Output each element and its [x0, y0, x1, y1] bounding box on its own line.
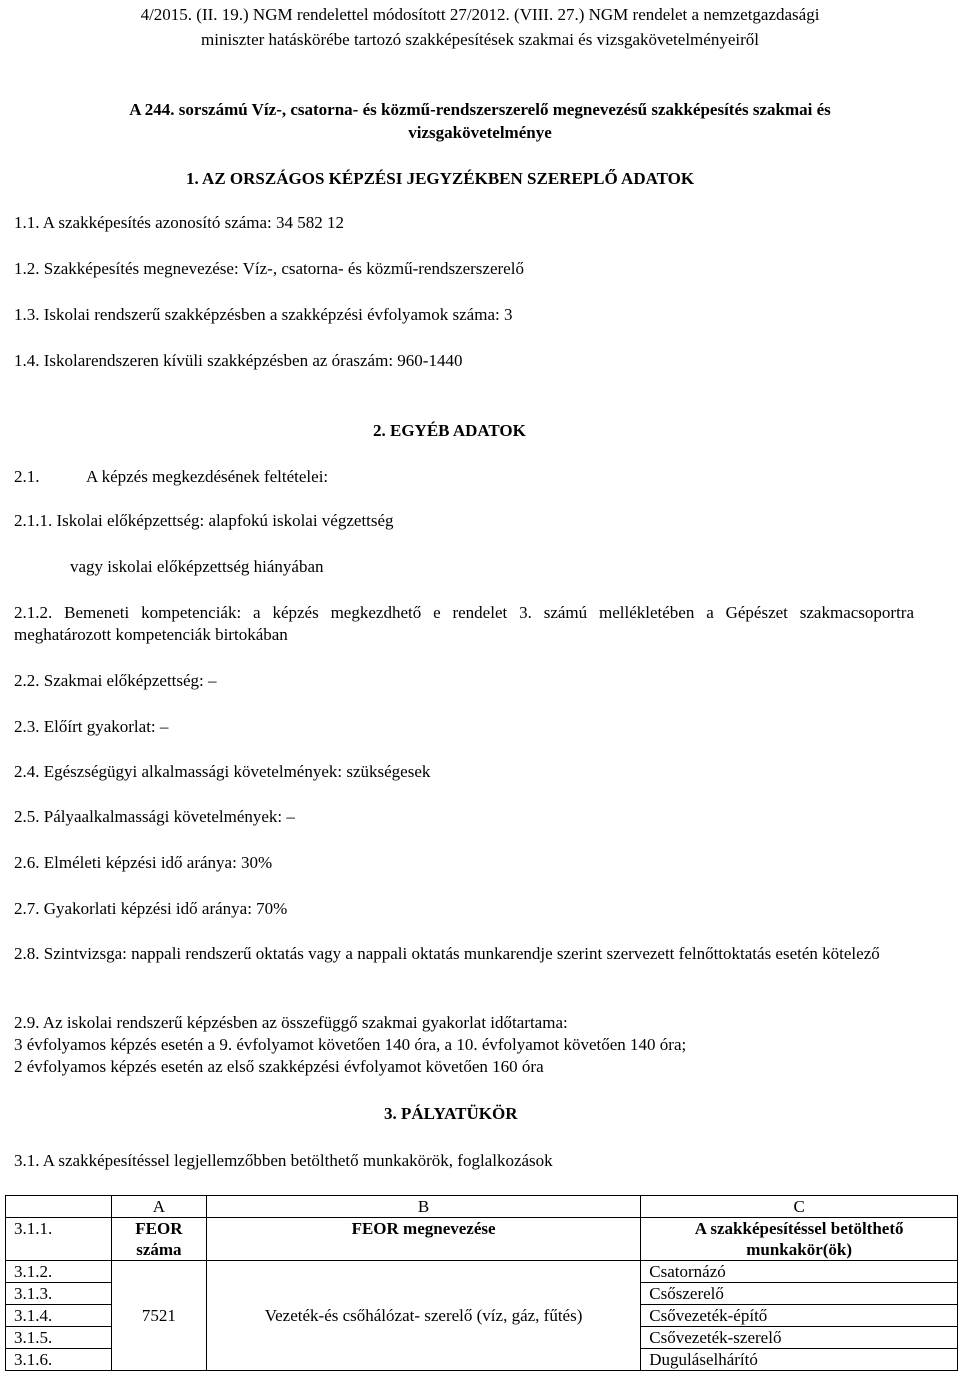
table-row-number: 3.1.6.	[6, 1349, 112, 1371]
feor-code-cell: 7521	[111, 1261, 206, 1371]
item-1-2: 1.2. Szakképesítés megnevezése: Víz-, csatorna- és közmű-rendszerszerelő	[14, 259, 524, 278]
occupation-cell: Csővezeték-építő	[641, 1305, 958, 1327]
table-column-letters	[6, 1196, 958, 1218]
header-line-2: miniszter hatáskörébe tartozó szakképesítések szakmai és vizsgakövetelményeiről	[201, 30, 759, 49]
item-3-1: 3.1. A szakképesítéssel legjellemzőbben betölthető munkakörök, foglalkozások	[14, 1151, 553, 1170]
document-title-line-2: vizsgakövetelménye	[408, 123, 552, 142]
feor-name-cell: Vezeték-és csőhálózat- szerelő (víz, gáz, fűtés)	[206, 1261, 640, 1371]
column-letter-c: C	[641, 1196, 958, 1218]
item-2-6: 2.6. Elméleti képzési idő aránya: 30%	[14, 853, 273, 872]
item-2-1-text: A képzés megkezdésének feltételei:	[86, 467, 329, 486]
header-occupations: A szakképesítéssel betölthető munkakör(ök)	[641, 1218, 958, 1261]
section-1-heading: 1. AZ ORSZÁGOS KÉPZÉSI JEGYZÉKBEN SZEREPLŐ ADATOK	[186, 169, 695, 188]
item-2-5: 2.5. Pályaalkalmassági követelmények: –	[14, 807, 295, 826]
table-row-number: 3.1.5.	[6, 1327, 112, 1349]
header-feor-name: FEOR megnevezése	[206, 1218, 640, 1261]
item-2-9-line-3: 2 évfolyamos képzés esetén az első szakképzési évfolyamot követően 160 óra	[14, 1057, 544, 1076]
occupation-cell: Csőszerelő	[641, 1283, 958, 1305]
item-2-3: 2.3. Előírt gyakorlat: –	[14, 717, 169, 736]
occupation-cell: Duguláselhárító	[641, 1349, 958, 1371]
item-2-2: 2.2. Szakmai előképzettség: –	[14, 671, 217, 690]
item-1-3: 1.3. Iskolai rendszerű szakképzésben a szakképzési évfolyamok száma: 3	[14, 305, 513, 324]
item-1-4: 1.4. Iskolarendszeren kívüli szakképzésben az óraszám: 960-1440	[14, 351, 463, 370]
item-2-1-2: 2.1.2. Bemeneti kompetenciák: a képzés megkezdhető e rendelet 3. számú mellékletében a Gépészet szakmacsoportra meghatározott kompetenciák birtokában	[14, 603, 914, 644]
section-2-heading: 2. EGYÉB ADATOK	[373, 421, 526, 440]
item-2-7: 2.7. Gyakorlati képzési idő aránya: 70%	[14, 899, 288, 918]
table-row-number: 3.1.1.	[6, 1218, 112, 1261]
table-corner-cell	[6, 1196, 112, 1218]
table-row-number: 3.1.4.	[6, 1305, 112, 1327]
section-3-heading: 3. PÁLYATÜKÖR	[384, 1104, 518, 1123]
occupation-cell: Csatornázó	[641, 1261, 958, 1283]
column-letter-a: A	[111, 1196, 206, 1218]
document-title-line-1: A 244. sorszámú Víz-, csatorna- és közmű-rendszerszerelő megnevezésű szakképesítés szakmai és	[129, 100, 831, 119]
item-2-1-1-line-2: vagy iskolai előképzettség hiányában	[70, 557, 324, 576]
table-row	[6, 1261, 958, 1283]
item-2-1-number: 2.1.	[14, 467, 40, 486]
table-header-row	[6, 1218, 958, 1261]
item-2-9-line-1: 2.9. Az iskolai rendszerű képzésben az összefüggő szakmai gyakorlat időtartama:	[14, 1013, 568, 1032]
item-1-1: 1.1. A szakképesítés azonosító száma: 34 582 12	[14, 213, 345, 232]
item-2-4: 2.4. Egészségügyi alkalmassági követelmények: szükségesek	[14, 762, 431, 781]
item-2-1-1-line-1: 2.1.1. Iskolai előképzettség: alapfokú iskolai végzettség	[14, 511, 394, 530]
table-row-number: 3.1.2.	[6, 1261, 112, 1283]
occupations-table	[5, 1195, 958, 1371]
header-feor-code: FEOR száma	[111, 1218, 206, 1261]
header-line-1: 4/2015. (II. 19.) NGM rendelettel módosított 27/2012. (VIII. 27.) NGM rendelet a nemzetgazdasági	[140, 5, 820, 24]
item-2-9-line-2: 3 évfolyamos képzés esetén a 9. évfolyamot követően 140 óra, a 10. évfolyamot követően 140 óra;	[14, 1035, 687, 1054]
occupation-cell: Csővezeték-szerelő	[641, 1327, 958, 1349]
column-letter-b: B	[206, 1196, 640, 1218]
table-row-number: 3.1.3.	[6, 1283, 112, 1305]
item-2-8: 2.8. Szintvizsga: nappali rendszerű oktatás vagy a nappali oktatás munkarendje szerint szervezett felnőttoktatás esetén kötelező	[14, 944, 880, 963]
